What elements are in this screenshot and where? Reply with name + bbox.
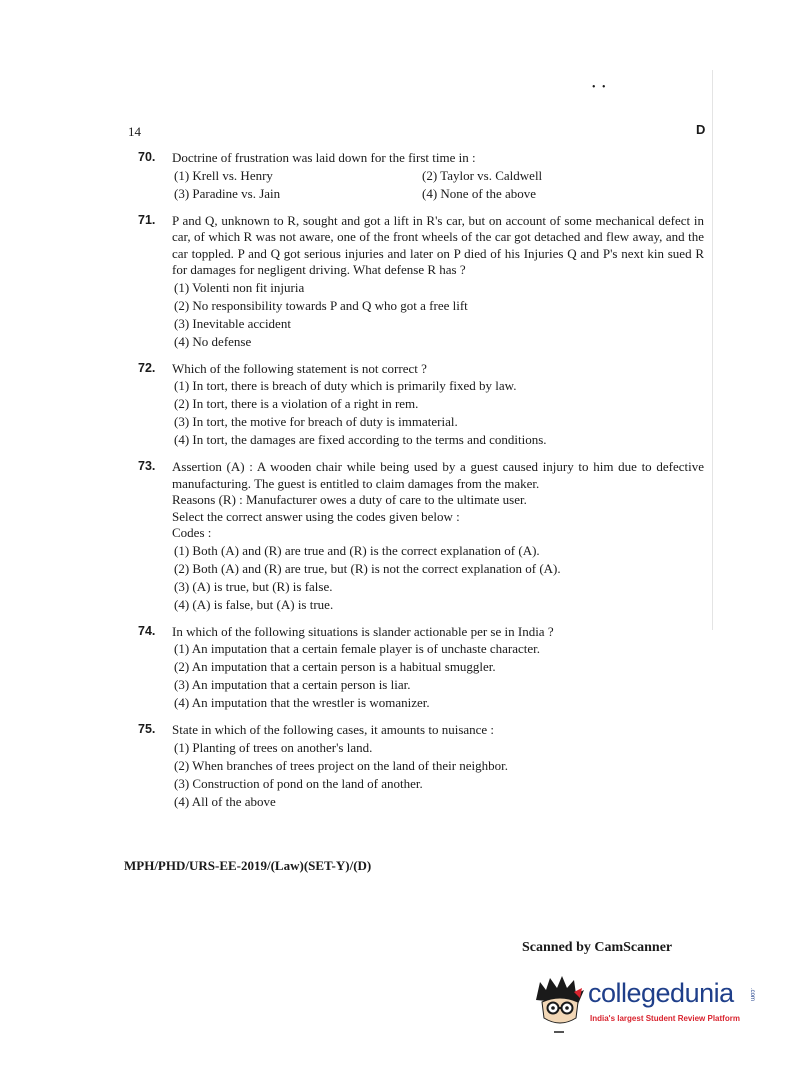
option: (4) (A) is false, but (A) is true.	[174, 596, 334, 612]
question-72	[138, 361, 704, 450]
instruction-text: Select the correct answer using the codes given below :	[172, 508, 460, 524]
question-number: 71.	[138, 212, 156, 227]
question-71	[138, 213, 704, 351]
option-list	[172, 640, 704, 712]
set-code: D	[696, 122, 706, 137]
scan-marks: • •	[592, 82, 608, 93]
option: (3) Construction of pond on the land of another.	[174, 775, 423, 791]
brand-tagline: India's largest Student Review Platform	[590, 1014, 740, 1023]
option: (1) Both (A) and (R) are true and (R) is the correct explanation of (A).	[174, 542, 540, 558]
question-text: Which of the following statement is not correct ?	[172, 360, 427, 376]
mascot-icon	[530, 974, 588, 1034]
option: (1) An imputation that a certain female player is of unchaste character.	[174, 641, 541, 656]
collegedunia-logo	[530, 974, 760, 1034]
exam-code: MPH/PHD/URS-EE-2019/(Law)(SET-Y)/(D)	[124, 858, 372, 873]
page-number: 14	[128, 124, 141, 139]
option: (3) Inevitable accident	[174, 315, 291, 331]
brand-name: collegedunia	[588, 978, 734, 1008]
option: (3) Paradine vs. Jain	[174, 185, 281, 201]
question-text: P and Q, unknown to R, sought and got a lift in R's car, but on account of some mechanical defect in car, of which R was not aware, one of the front wheels of the car got detached and flew away, and the car toppled. P and Q got serious injuries and later on P died of his Injuries Q and P's next kin sued R for damages for negligent driving. What defense R has ?	[172, 212, 704, 277]
option: (2) No responsibility towards P and Q who got a free lift	[174, 297, 468, 313]
option: (3) (A) is true, but (R) is false.	[174, 578, 333, 594]
question-73	[138, 459, 704, 614]
question-number: 73.	[138, 459, 156, 473]
assertion-text: Assertion (A) : A wooden chair while being used by a guest caused injury to him due to defective manufacturing. The guest is entitled to claim damages from the maker.	[172, 459, 704, 491]
option: (2) Both (A) and (R) are true, but (R) is not the correct explanation of (A).	[174, 560, 561, 576]
option: (2) In tort, there is a violation of a right in rem.	[174, 396, 419, 411]
question-number: 74.	[138, 623, 156, 638]
question-text: State in which of the following cases, it amounts to nuisance :	[172, 722, 495, 737]
question-number: 70.	[138, 150, 156, 164]
question-74	[138, 624, 704, 713]
question-75	[138, 722, 704, 811]
scan-edge-line	[712, 70, 713, 630]
brand-domain: .com	[749, 988, 755, 1002]
option: (4) None of the above	[422, 185, 537, 201]
option-list	[172, 542, 704, 614]
option: (2) Taylor vs. Caldwell	[422, 167, 543, 183]
option: (1) Planting of trees on another's land.	[174, 739, 373, 755]
option: (1) Volenti non fit injuria	[174, 279, 305, 295]
option-list	[172, 377, 704, 449]
option-list	[172, 279, 704, 351]
option-list	[172, 167, 704, 203]
option: (3) In tort, the motive for breach of duty is immaterial.	[174, 414, 458, 429]
question-text: Doctrine of frustration was laid down for the first time in :	[172, 150, 476, 165]
option-list	[172, 739, 704, 811]
question-list	[138, 150, 704, 821]
option: (4) An imputation that the wrestler is womanizer.	[174, 695, 430, 710]
question-70	[138, 150, 704, 203]
option: (4) In tort, the damages are fixed according to the terms and conditions.	[174, 432, 547, 447]
option: (1) Krell vs. Henry	[174, 167, 273, 183]
option: (4) No defense	[174, 333, 252, 349]
question-number: 75.	[138, 722, 156, 736]
option: (2) When branches of trees project on the land of their neighbor.	[174, 757, 509, 773]
reasons-text: Reasons (R) : Manufacturer owes a duty of care to the ultimate user.	[172, 492, 527, 507]
codes-label: Codes :	[172, 525, 212, 540]
question-text: In which of the following situations is slander actionable per se in India ?	[172, 623, 554, 639]
option: (4) All of the above	[174, 793, 276, 809]
scanned-by-label: Scanned by CamScanner	[522, 940, 673, 955]
option: (1) In tort, there is breach of duty which is primarily fixed by law.	[174, 378, 517, 393]
option: (2) An imputation that a certain person is a habitual smuggler.	[174, 659, 496, 674]
question-number: 72.	[138, 360, 156, 375]
option: (3) An imputation that a certain person is liar.	[174, 677, 411, 692]
